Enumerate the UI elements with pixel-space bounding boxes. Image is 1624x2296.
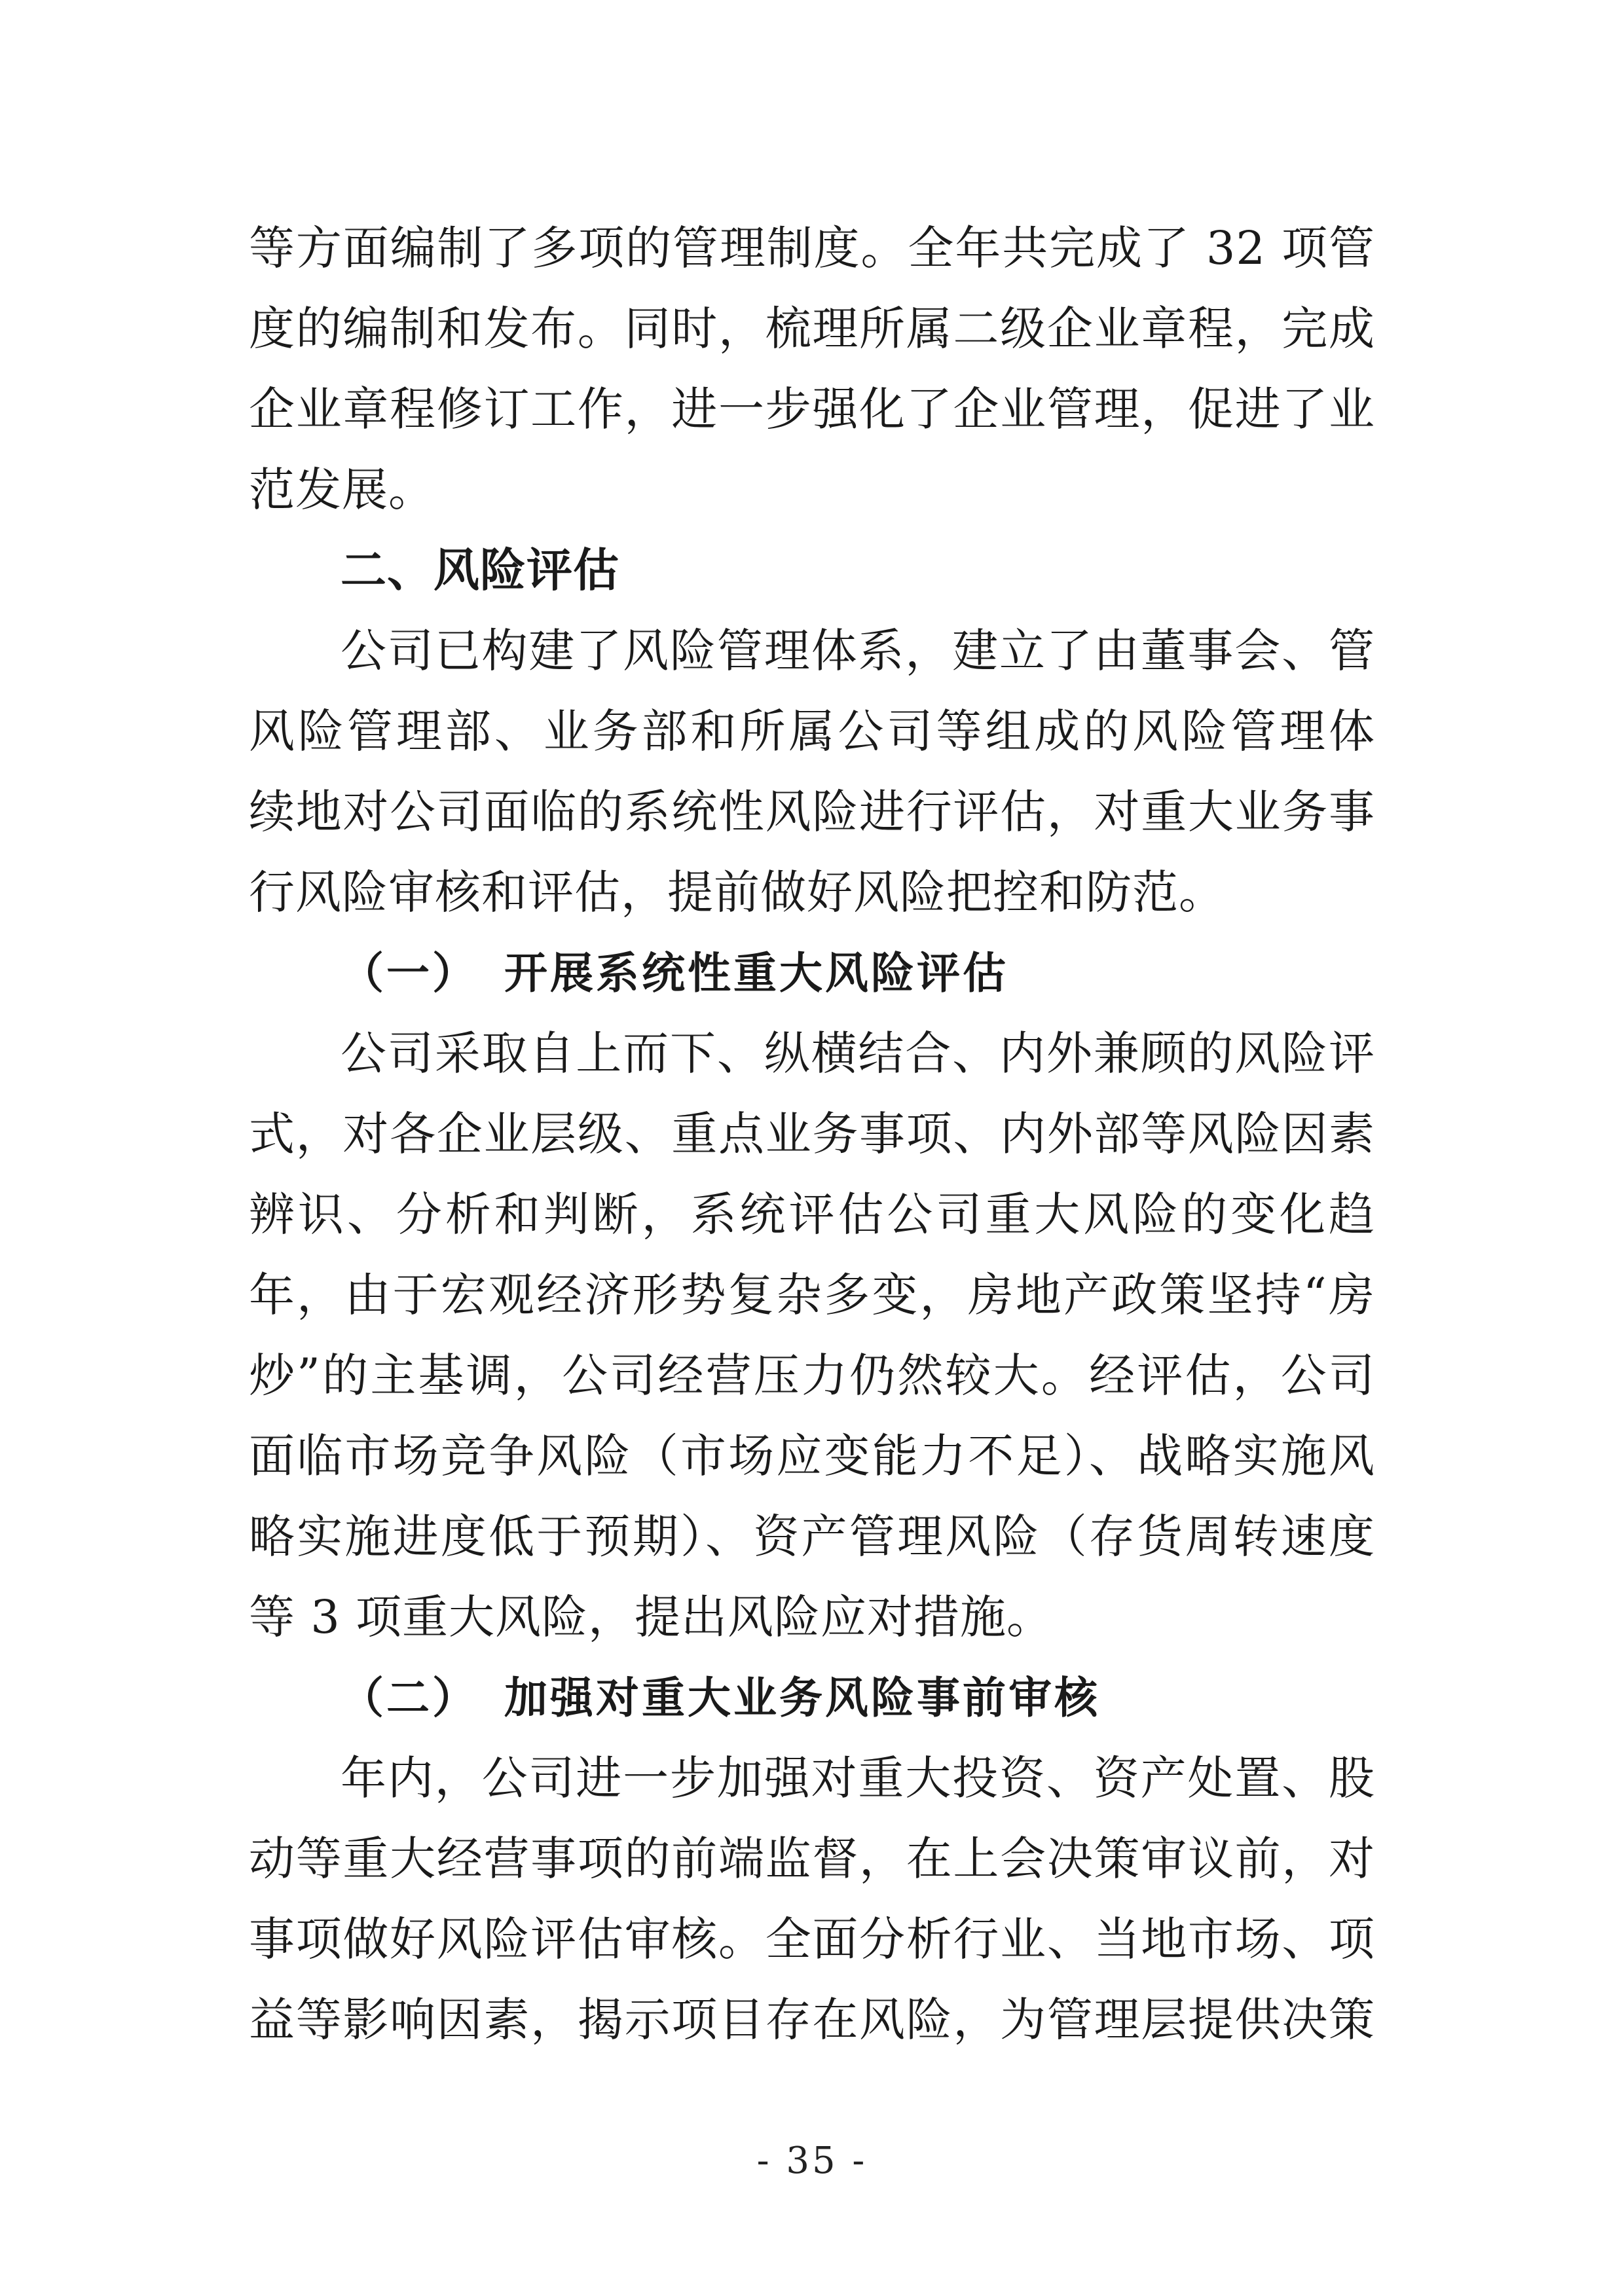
text-line: 略实施进度低于预期）、资产管理风险（存货周转速度 bbox=[249, 1510, 1375, 1563]
subsection-1-paragraph bbox=[249, 1013, 1375, 1658]
text-line: 范发展。 bbox=[249, 463, 435, 517]
text-line: 年，由于宏观经济形势复杂多变，房地产政策坚持“房 bbox=[249, 1268, 1375, 1322]
text-line: 等方面编制了多项的管理制度。全年共完成了 32 项管 bbox=[249, 221, 1375, 275]
text-line: 行风险审核和评估，提前做好风险把控和防范。 bbox=[249, 866, 1225, 919]
subsection-heading-2 bbox=[249, 1658, 1375, 1738]
subsection-number: （二） bbox=[341, 1672, 478, 1723]
subsection-2-paragraph bbox=[249, 1738, 1375, 2060]
text-line: 益等影响因素，揭示项目存在风险，为管理层提供决策 bbox=[249, 1993, 1375, 2047]
text-line: 企业章程修订工作，进一步强化了企业管理，促进了业 bbox=[249, 382, 1375, 436]
text-line: 炒”的主基调，公司经营压力仍然较大。经评估，公司 bbox=[249, 1349, 1375, 1402]
subsection-heading-1 bbox=[249, 933, 1375, 1013]
text-line: 事项做好风险评估审核。全面分析行业、当地市场、项 bbox=[249, 1912, 1375, 1966]
subsection-number: （一） bbox=[341, 947, 478, 998]
text-line: 度的编制和发布。同时，梳理所属二级企业章程，完成 bbox=[249, 302, 1375, 355]
intro-paragraph bbox=[249, 208, 1375, 530]
section-paragraph bbox=[249, 611, 1375, 933]
text-line: 辨识、分析和判断，系统评估公司重大风险的变化趋 bbox=[249, 1188, 1375, 1241]
text-line: 年内，公司进一步加强对重大投资、资产处置、股 bbox=[341, 1751, 1375, 1805]
page-content bbox=[249, 208, 1375, 2060]
page-number: - 35 - bbox=[756, 2140, 868, 2182]
text-line: 等 3 项重大风险，提出风险应对措施。 bbox=[249, 1590, 1054, 1644]
text-line: 面临市场竞争风险（市场应变能力不足）、战略实施风 bbox=[249, 1429, 1375, 1483]
subsection-title: 加强对重大业务风险事前审核 bbox=[504, 1672, 1100, 1723]
text-line: 公司已构建了风险管理体系，建立了由董事会、管 bbox=[341, 624, 1375, 678]
section-heading: 二、风险评估 bbox=[341, 543, 619, 597]
text-line: 风险管理部、业务部和所属公司等组成的风险管理体 bbox=[249, 704, 1375, 758]
subsection-title: 开展系统性重大风险评估 bbox=[504, 947, 1008, 998]
text-line: 动等重大经营事项的前端监督，在上会决策审议前，对 bbox=[249, 1832, 1375, 1886]
text-line: 公司采取自上而下、纵横结合、内外兼顾的风险评 bbox=[341, 1027, 1375, 1080]
text-line: 续地对公司面临的系统性风险进行评估，对重大业务事 bbox=[249, 785, 1375, 839]
text-line: 式，对各企业层级、重点业务事项、内外部等风险因素 bbox=[249, 1107, 1375, 1161]
